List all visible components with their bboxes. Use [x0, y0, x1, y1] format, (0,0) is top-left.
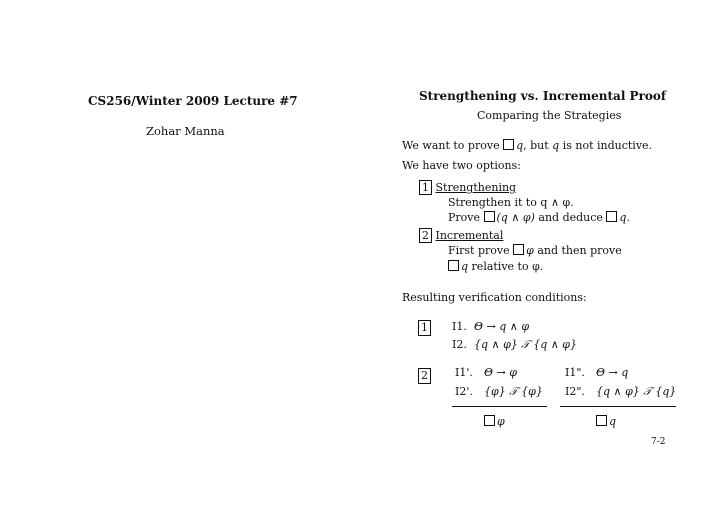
vc-2b-i1-formula: Θ → q — [596, 366, 629, 379]
vc-2a-i2-formula: {φ} 𝒯 {φ} — [484, 385, 543, 398]
option-2-title: Incremental — [435, 229, 504, 242]
option-1-line-b: Prove (q ∧ φ) and deduce q. — [448, 211, 630, 224]
page-number: 7-2 — [651, 437, 666, 447]
vc-2a-conclusion: φ — [484, 415, 505, 428]
vc-2b-i2-formula: {q ∧ φ} 𝒯 {q} — [596, 385, 677, 398]
option-2-line-a: First prove φ and then prove — [448, 244, 622, 257]
vc-heading: Resulting verification conditions: — [402, 291, 587, 304]
options-intro: We have two options: — [402, 159, 521, 172]
always-box-icon — [503, 139, 514, 150]
vc-1-i1-formula: Θ → q ∧ φ — [474, 320, 530, 333]
inference-rule-left — [452, 406, 547, 407]
always-box-icon — [606, 211, 617, 222]
vc-2a-i2-label: I2'. — [455, 385, 473, 398]
option-1-header — [419, 180, 516, 195]
option-1-title: Strengthening — [435, 181, 517, 194]
inference-rule-right — [560, 406, 676, 407]
vc-1-i2-formula: {q ∧ φ} 𝒯 {q ∧ φ} — [474, 338, 577, 351]
vc-2b-conclusion: q — [596, 415, 616, 428]
vc-2b-i1-label: I1". — [565, 366, 585, 379]
vc-2a-i1-label: I1'. — [455, 366, 473, 379]
always-box-icon — [484, 211, 495, 222]
option-number-box: 1 — [419, 180, 432, 195]
option-number-box: 2 — [419, 228, 432, 243]
slide-subtitle: Comparing the Strategies — [477, 109, 622, 122]
option-1-line-a: Strengthen it to q ∧ φ. — [448, 196, 574, 209]
always-box-icon — [596, 415, 607, 426]
always-box-icon — [484, 415, 495, 426]
vc-1-i1-label: I1. — [452, 320, 467, 333]
always-box-icon — [448, 260, 459, 271]
vc-1-i2-label: I2. — [452, 338, 467, 351]
slide-title: Strengthening vs. Incremental Proof — [419, 89, 667, 103]
vc-2a-i1-formula: Θ → φ — [484, 366, 517, 379]
vc-2b-i2-label: I2". — [565, 385, 585, 398]
goal-line: We want to prove q, but q is not inductive. — [402, 139, 653, 152]
author-name: Zohar Manna — [146, 124, 225, 138]
always-box-icon — [513, 244, 524, 255]
vc-2-number-box: 2 — [418, 368, 431, 384]
slide-title-left: CS256/Winter 2009 Lecture #7 — [88, 94, 298, 108]
option-2-line-b: q relative to φ. — [448, 260, 543, 273]
vc-1-number-box: 1 — [418, 320, 431, 336]
option-2-header — [419, 228, 503, 243]
